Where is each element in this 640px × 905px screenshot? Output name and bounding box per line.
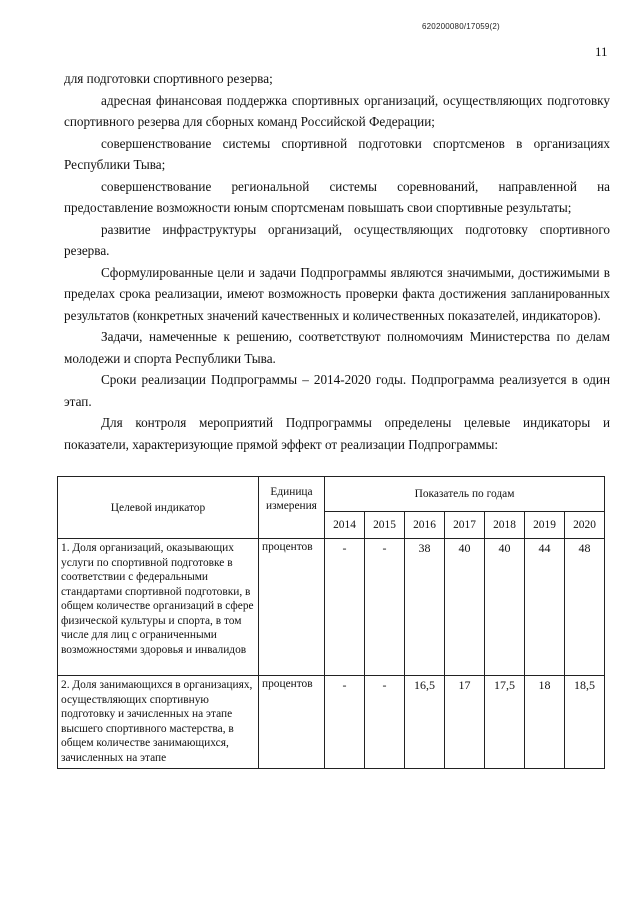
value-cell: 17,5 <box>485 676 525 769</box>
paragraph: для подготовки спортивного резерва; <box>64 71 273 86</box>
document-code: 620200080/17059(2) <box>422 22 500 31</box>
indicator-unit: процентов <box>259 676 325 769</box>
indicator-name: 2. Доля занимающихся в организациях, осуществляющих спортивную подготовку и зачисленных на этапе высшего спортивного мастерства, в общем количестве занимающихся, зачисленных на этапе <box>58 676 259 769</box>
page-number: 11 <box>595 44 608 59</box>
value-cell: 16,5 <box>405 676 445 769</box>
body-text <box>64 68 610 455</box>
paragraph: Сроки реализации Подпрограммы – 2014-2020 годы. Подпрограмма реализуется в один этап. <box>64 372 610 409</box>
paragraph: совершенствование системы спортивной подготовки спортсменов в организациях Республики Тыва; <box>64 135 610 172</box>
value-cell: 17 <box>445 676 485 769</box>
value-cell: 18 <box>525 676 565 769</box>
value-cell: 44 <box>525 539 565 676</box>
table-header-row <box>58 477 605 512</box>
header-years-group: Показатель по годам <box>325 477 605 512</box>
paragraph: совершенствование региональной системы соревнований, направленной на предоставление возможности юным спортсменам повышать свои спортивные результаты; <box>64 178 610 215</box>
value-cell: 38 <box>405 539 445 676</box>
value-cell: 48 <box>565 539 605 676</box>
table-row <box>58 539 605 676</box>
year-header: 2019 <box>525 512 565 539</box>
paragraph: развитие инфраструктуры организаций, осуществляющих подготовку спортивного резерва. <box>64 221 610 258</box>
table-row <box>58 676 605 769</box>
indicators-table <box>57 476 605 769</box>
year-header: 2014 <box>325 512 365 539</box>
header-unit: Единица измерения <box>259 477 325 539</box>
value-cell: 40 <box>445 539 485 676</box>
value-cell: - <box>365 539 405 676</box>
year-header: 2018 <box>485 512 525 539</box>
value-cell: 40 <box>485 539 525 676</box>
indicator-name: 1. Доля организаций, оказывающих услуги по спортивной подготовке в соответствии с федеральными стандартами спортивной подготовки, в общем количестве организаций в сфере физической культуры и спорта, в том числе для лиц с ограниченными возможностями здоровья и инвалидов <box>58 539 259 676</box>
year-header: 2020 <box>565 512 605 539</box>
indicator-unit: процентов <box>259 539 325 676</box>
year-header: 2015 <box>365 512 405 539</box>
value-cell: - <box>365 676 405 769</box>
year-header: 2016 <box>405 512 445 539</box>
value-cell: - <box>325 539 365 676</box>
paragraph: Задачи, намеченные к решению, соответствуют полномочиям Министерства по делам молодежи и спорта Республики Тыва. <box>64 329 610 366</box>
paragraph: Для контроля мероприятий Подпрограммы определены целевые индикаторы и показатели, характеризующие прямой эффект от реализации Подпрограммы: <box>64 415 610 452</box>
value-cell: - <box>325 676 365 769</box>
year-header: 2017 <box>445 512 485 539</box>
value-cell: 18,5 <box>565 676 605 769</box>
paragraph: адресная финансовая поддержка спортивных организаций, осуществляющих подготовку спортивного резерва для сборных команд Российской Федерации; <box>64 92 610 129</box>
header-indicator: Целевой индикатор <box>58 477 259 539</box>
paragraph: Сформулированные цели и задачи Подпрограммы являются значимыми, достижимыми в пределах срока реализации, имеют возможность проверки факта достижения запланированных результатов (конкретных значений качественных и количественных показателей, индикаторов). <box>64 264 610 323</box>
